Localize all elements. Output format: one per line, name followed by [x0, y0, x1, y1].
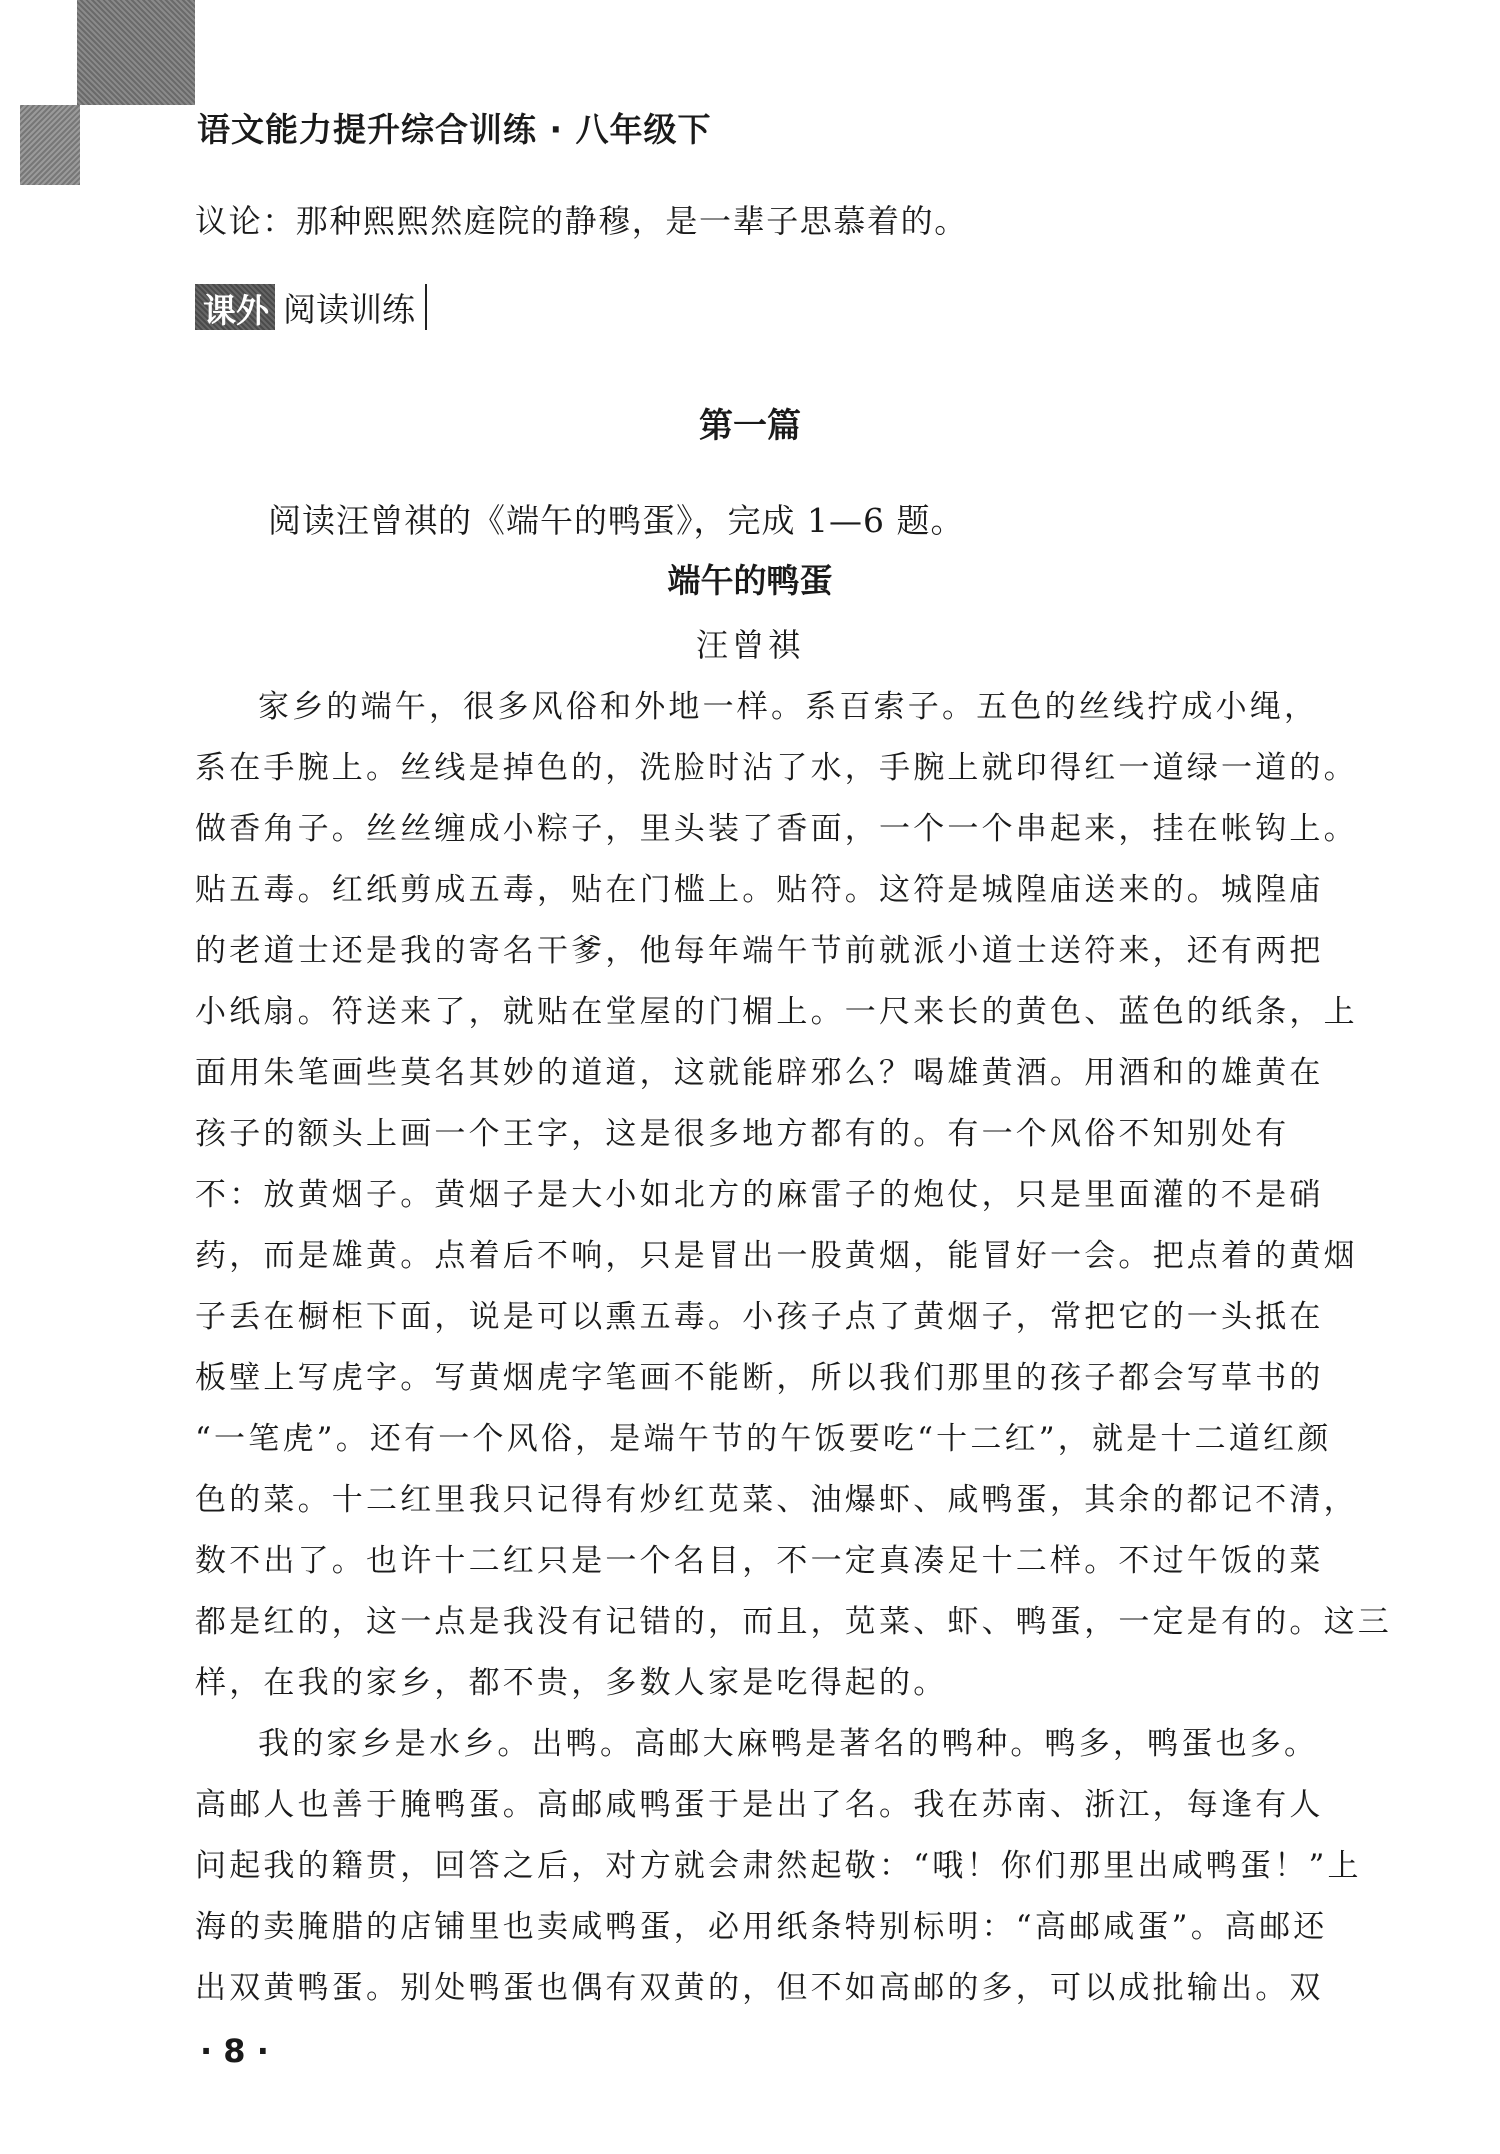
body-line: 板壁上写虎字。写黄烟虎字笔画不能断，所以我们那里的孩子都会写草书的	[195, 1360, 1324, 1396]
section-tag-light: 阅读训练	[275, 284, 427, 330]
body-line: “一笔虎”。还有一个风俗，是端午节的午饭要吃“十二红”，就是十二道红颜	[195, 1421, 1332, 1457]
body-line: 样，在我的家乡，都不贵，多数人家是吃得起的。	[195, 1665, 948, 1701]
body-line: 面用朱笔画些莫名其妙的道道，这就能辟邪么？喝雄黄酒。用酒和的雄黄在	[195, 1055, 1324, 1091]
body-line: 问起我的籍贯，回答之后，对方就会肃然起敬：“哦！你们那里出咸鸭蛋！”上	[195, 1848, 1362, 1884]
reading-instruction: 阅读汪曾祺的《端午的鸭蛋》，完成 1—6 题。	[268, 501, 965, 540]
body-line: 的老道士还是我的寄名干爹，他每年端午节前就派小道士送符来，还有两把	[195, 933, 1324, 969]
body-line: 贴五毒。红纸剪成五毒，贴在门槛上。贴符。这符是城隍庙送来的。城隍庙	[195, 872, 1324, 908]
body-line: 不：放黄烟子。黄烟子是大小如北方的麻雷子的炮仗，只是里面灌的不是硝	[195, 1177, 1324, 1213]
body-line: 药，而是雄黄。点着后不响，只是冒出一股黄烟，能冒好一会。把点着的黄烟	[195, 1238, 1358, 1274]
section-tag	[195, 284, 427, 330]
previous-answer-line: 议论：那种熙熙然庭院的静穆，是一辈子思慕着的。	[195, 202, 968, 240]
essay-title: 端午的鸭蛋	[667, 561, 833, 600]
body-line: 出双黄鸭蛋。别处鸭蛋也偶有双黄的，但不如高邮的多，可以成批输出。双	[195, 1970, 1324, 2006]
body-line: 色的菜。十二红里我只记得有炒红苋菜、油爆虾、咸鸭蛋，其余的都记不清，	[195, 1482, 1358, 1518]
body-line: 系在手腕上。丝线是掉色的，洗脸时沾了水，手腕上就印得红一道绿一道的。	[195, 750, 1358, 786]
body-line: 我的家乡是水乡。出鸭。高邮大麻鸭是著名的鸭种。鸭多，鸭蛋也多。	[258, 1726, 1319, 1762]
body-line: 子丢在橱柜下面，说是可以熏五毒。小孩子点了黄烟子，常把它的一头抵在	[195, 1299, 1324, 1335]
page-number: · 8 ·	[200, 2032, 269, 2070]
body-line: 小纸扇。符送来了，就贴在堂屋的门楣上。一尺来长的黄色、蓝色的纸条，上	[195, 994, 1358, 1030]
body-line: 都是红的，这一点是我没有记错的，而且，苋菜、虾、鸭蛋，一定是有的。这三	[195, 1604, 1392, 1640]
corner-decoration-light	[20, 105, 80, 185]
article-heading: 第一篇	[699, 406, 801, 446]
running-header: 语文能力提升综合训练 · 八年级下	[197, 110, 712, 149]
corner-decoration-dark	[77, 0, 195, 105]
body-line: 海的卖腌腊的店铺里也卖咸鸭蛋，必用纸条特别标明：“高邮咸蛋”。高邮还	[195, 1909, 1328, 1945]
body-line: 数不出了。也许十二红只是一个名目，不一定真凑足十二样。不过午饭的菜	[195, 1543, 1324, 1579]
body-line: 高邮人也善于腌鸭蛋。高邮咸鸭蛋于是出了名。我在苏南、浙江，每逢有人	[195, 1787, 1324, 1823]
body-line: 家乡的端午，很多风俗和外地一样。系百索子。五色的丝线拧成小绳，	[258, 689, 1319, 725]
section-tag-dark: 课外	[195, 284, 275, 330]
body-line: 孩子的额头上画一个王字，这是很多地方都有的。有一个风俗不知别处有	[195, 1116, 1290, 1152]
body-line: 做香角子。丝丝缠成小粽子，里头装了香面，一个一个串起来，挂在帐钩上。	[195, 811, 1358, 847]
essay-author: 汪曾祺	[695, 626, 804, 664]
